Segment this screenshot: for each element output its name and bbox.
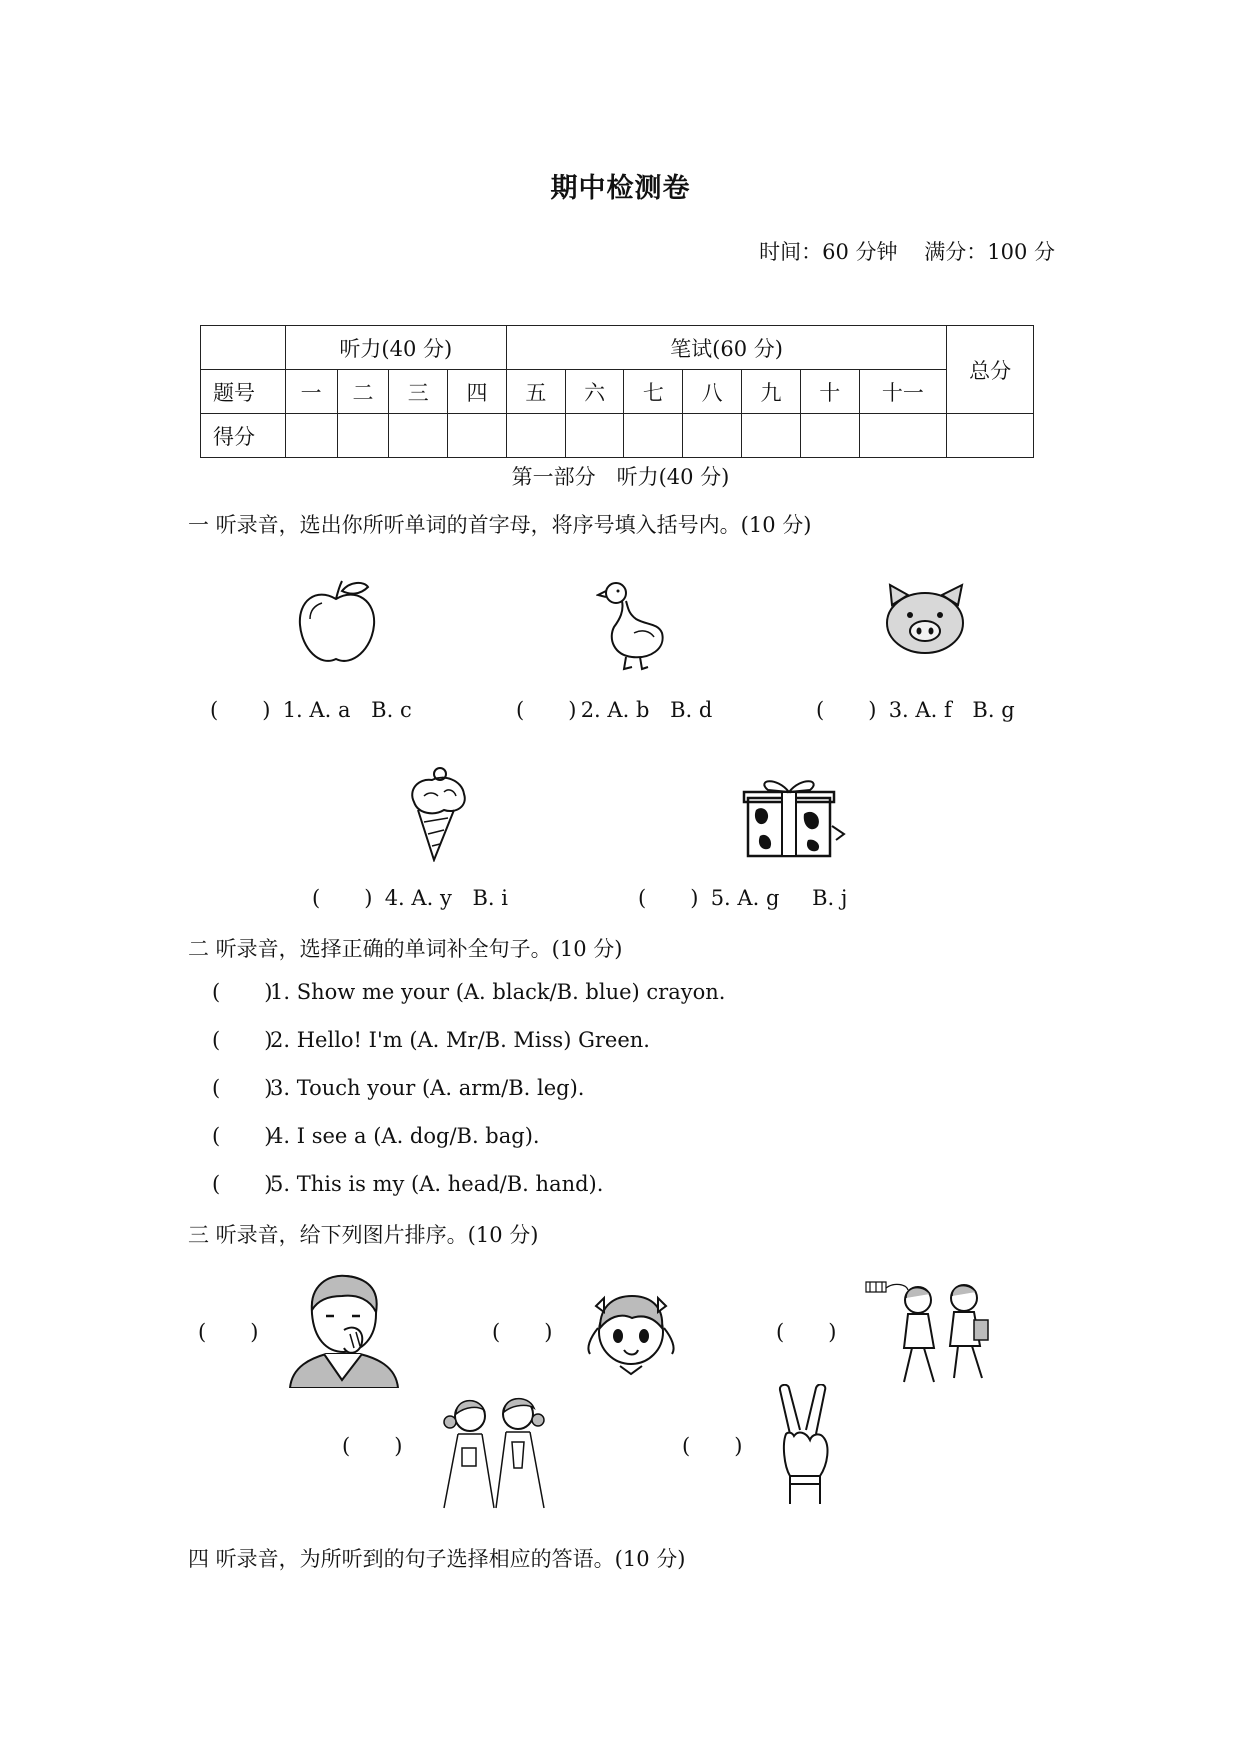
- s2-item-2: [212, 1028, 650, 1052]
- close-paren: ): [734, 1434, 743, 1458]
- close-paren: ): [264, 1124, 273, 1148]
- sentence: This is my (A. head/B. hand).: [296, 1172, 604, 1196]
- s3-blank-2[interactable]: [492, 1320, 553, 1344]
- number-cell: 十一: [859, 370, 947, 414]
- score-cell[interactable]: [742, 414, 801, 458]
- option-a: A. b: [607, 698, 650, 722]
- close-paren: ): [868, 698, 877, 722]
- sentence: Touch your (A. arm/B. leg).: [296, 1076, 585, 1100]
- open-paren: (: [342, 1434, 351, 1458]
- s3-blank-1[interactable]: [198, 1320, 259, 1344]
- close-paren: ): [394, 1434, 403, 1458]
- sentence: I see a (A. dog/B. bag).: [296, 1124, 540, 1148]
- s3-blank-4[interactable]: [342, 1434, 403, 1458]
- girl-face-picture: [580, 1288, 682, 1378]
- open-paren: (: [516, 698, 525, 722]
- item-number: 3.: [270, 1076, 291, 1100]
- close-paren: ): [828, 1320, 837, 1344]
- score-cell[interactable]: [506, 414, 565, 458]
- option-a: A. f: [915, 698, 952, 722]
- s1-item-1: [210, 698, 412, 722]
- close-paren: ): [250, 1320, 259, 1344]
- sentence: Hello! I'm (A. Mr/B. Miss) Green.: [296, 1028, 650, 1052]
- score-cell[interactable]: [389, 414, 448, 458]
- open-paren: (: [212, 980, 221, 1004]
- number-cell: 十: [800, 370, 859, 414]
- option-a: A. g: [737, 886, 780, 910]
- item-number: 4.: [384, 886, 405, 910]
- item-number: 2.: [580, 698, 601, 722]
- number-cell: 三: [389, 370, 448, 414]
- part-one-heading: 第一部分 听力(40 分): [511, 465, 730, 489]
- item-number: 1.: [282, 698, 303, 722]
- score-table: [200, 325, 1034, 458]
- open-paren: (: [638, 886, 647, 910]
- gift-picture: [742, 774, 846, 858]
- open-paren: (: [682, 1434, 691, 1458]
- section-3-heading: 三 听录音，给下列图片排序。(10 分): [188, 1223, 539, 1247]
- score-cell[interactable]: [683, 414, 742, 458]
- option-b: B. d: [670, 698, 713, 722]
- exam-meta: [739, 236, 1055, 266]
- time-limit: 时间：60 分钟: [759, 240, 898, 264]
- s1-item-4: [312, 886, 508, 910]
- option-a: A. a: [309, 698, 351, 722]
- victory-hand-picture: [776, 1384, 836, 1506]
- open-paren: (: [816, 698, 825, 722]
- item-number: 2.: [270, 1028, 291, 1052]
- option-b: B. j: [812, 886, 848, 910]
- item-number: 5.: [710, 886, 731, 910]
- number-cell: 五: [506, 370, 565, 414]
- number-cell: 八: [683, 370, 742, 414]
- option-b: B. i: [472, 886, 508, 910]
- apple-picture: [296, 579, 378, 667]
- corner-cell: [201, 326, 286, 370]
- writing-header: 笔试(60 分): [506, 326, 946, 370]
- option-b: B. g: [972, 698, 1015, 722]
- score-cell[interactable]: [565, 414, 624, 458]
- s2-item-1: [212, 980, 725, 1004]
- open-paren: (: [212, 1028, 221, 1052]
- close-paren: ): [264, 1172, 273, 1196]
- s2-item-4: [212, 1124, 540, 1148]
- open-paren: (: [492, 1320, 501, 1344]
- item-number: 3.: [888, 698, 909, 722]
- number-cell: 二: [337, 370, 389, 414]
- pig-picture: [884, 583, 966, 655]
- number-cell: 四: [448, 370, 507, 414]
- close-paren: ): [264, 1076, 273, 1100]
- open-paren: (: [212, 1076, 221, 1100]
- page-title: 期中检测卷: [550, 173, 691, 204]
- s2-item-5: [212, 1172, 603, 1196]
- close-paren: ): [264, 1028, 273, 1052]
- item-number: 5.: [270, 1172, 291, 1196]
- number-cell: 六: [565, 370, 624, 414]
- section-2-heading: 二 听录音，选择正确的单词补全句子。(10 分): [188, 937, 623, 961]
- close-paren: ): [690, 886, 699, 910]
- option-b: B. c: [371, 698, 412, 722]
- section-1-heading: 一 听录音，选出你所听单词的首字母，将序号填入括号内。(10 分): [188, 513, 812, 537]
- score-cell[interactable]: [859, 414, 947, 458]
- score-cell[interactable]: [448, 414, 507, 458]
- number-cell: 七: [624, 370, 683, 414]
- sentence: Show me your (A. black/B. blue) crayon.: [296, 980, 726, 1004]
- s1-item-3: [816, 698, 1015, 722]
- ice-cream-picture: [404, 766, 470, 862]
- total-score-cell[interactable]: [947, 414, 1034, 458]
- close-paren: ): [262, 698, 271, 722]
- close-paren: ): [544, 1320, 553, 1344]
- full-score: 满分：100 分: [924, 240, 1055, 264]
- score-cell[interactable]: [624, 414, 683, 458]
- children-walking-picture: [864, 1278, 998, 1392]
- open-paren: (: [212, 1172, 221, 1196]
- s1-item-2: [516, 698, 712, 722]
- open-paren: (: [198, 1320, 207, 1344]
- man-picture: [284, 1274, 402, 1388]
- open-paren: (: [212, 1124, 221, 1148]
- listening-header: 听力(40 分): [285, 326, 506, 370]
- two-girls-picture: [434, 1392, 556, 1510]
- s1-item-5: [638, 886, 847, 910]
- section-4-heading: 四 听录音，为所听到的句子选择相应的答语。(10 分): [188, 1547, 686, 1571]
- score-cell[interactable]: [337, 414, 389, 458]
- score-cell[interactable]: [285, 414, 337, 458]
- number-cell: 一: [285, 370, 337, 414]
- score-cell[interactable]: [800, 414, 859, 458]
- close-paren: ): [568, 698, 577, 722]
- item-number: 1.: [270, 980, 291, 1004]
- open-paren: (: [312, 886, 321, 910]
- close-paren: ): [264, 980, 273, 1004]
- number-cell: 九: [742, 370, 801, 414]
- close-paren: ): [364, 886, 373, 910]
- duck-picture: [596, 579, 668, 671]
- open-paren: (: [210, 698, 219, 722]
- s2-item-3: [212, 1076, 584, 1100]
- s3-blank-3[interactable]: [776, 1320, 837, 1344]
- open-paren: (: [776, 1320, 785, 1344]
- option-a: A. y: [411, 886, 452, 910]
- item-number: 4.: [270, 1124, 291, 1148]
- number-row-label: 题号: [201, 370, 286, 414]
- s3-blank-5[interactable]: [682, 1434, 743, 1458]
- score-row-label: 得分: [201, 414, 286, 458]
- total-header: 总分: [947, 326, 1034, 414]
